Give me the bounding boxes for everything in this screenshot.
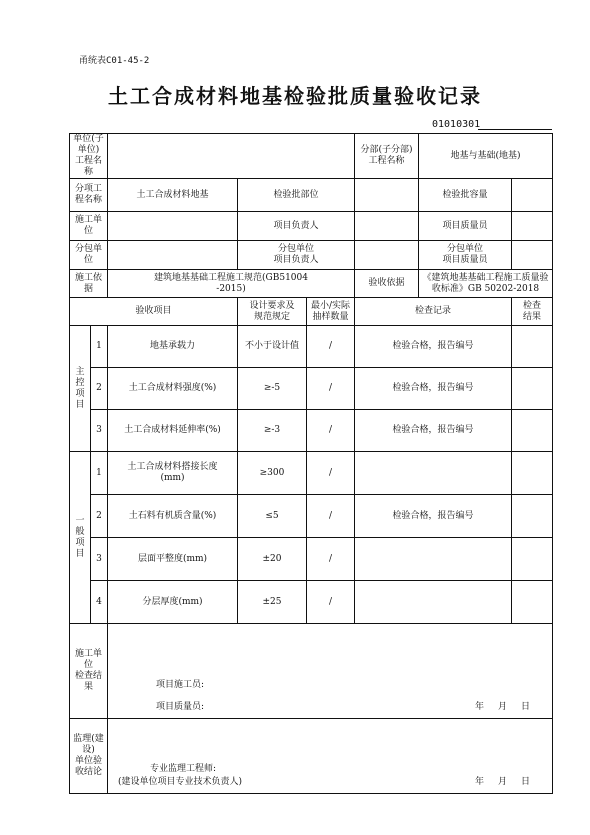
batch-capacity-label: 检验批容量 bbox=[419, 179, 512, 212]
batch-capacity-value[interactable] bbox=[512, 179, 553, 212]
row-requirement: ≥-5 bbox=[238, 368, 307, 410]
row-name: 土工合成材料强度(%) bbox=[108, 368, 238, 410]
quality-officer-label: 项目质量员 bbox=[419, 212, 512, 241]
table-row bbox=[70, 495, 553, 538]
row-sample[interactable]: / bbox=[307, 410, 355, 452]
engineer-note: (建设单位项目专业技术负责人) bbox=[118, 777, 243, 787]
row-sample[interactable]: / bbox=[307, 452, 355, 495]
builder-line bbox=[108, 674, 552, 696]
row-sample[interactable]: / bbox=[307, 495, 355, 538]
row-result[interactable] bbox=[512, 495, 553, 538]
inspection-table bbox=[69, 133, 553, 794]
supervisor-check-label: 监理(建设) 单位验收结论 bbox=[70, 719, 108, 794]
row-no: 2 bbox=[91, 368, 108, 410]
subcontractor-label: 分包单位 bbox=[70, 241, 108, 270]
row-name: 土工合成材料延伸率(%) bbox=[108, 410, 238, 452]
row-name: 地基承载力 bbox=[108, 326, 238, 368]
row-requirement: ≥300 bbox=[238, 452, 307, 495]
row-result[interactable] bbox=[512, 452, 553, 495]
contractor-value[interactable] bbox=[108, 212, 238, 241]
row-no: 3 bbox=[91, 538, 108, 581]
row-requirement: ±25 bbox=[238, 581, 307, 624]
code-underline bbox=[478, 129, 552, 130]
quality-officer-value[interactable] bbox=[512, 212, 553, 241]
page-title: 土工合成材料地基检验批质量验收记录 bbox=[108, 84, 482, 108]
row-sample[interactable]: / bbox=[307, 368, 355, 410]
row-record[interactable]: 检验合格，报告编号 bbox=[355, 326, 512, 368]
col-requirement: 设计要求及 规范规定 bbox=[238, 298, 307, 326]
supervisor-date: 年 月 日 bbox=[474, 777, 531, 787]
project-manager-value[interactable] bbox=[355, 212, 419, 241]
col-record: 检查记录 bbox=[355, 298, 512, 326]
row-result[interactable] bbox=[512, 410, 553, 452]
unit-value[interactable] bbox=[108, 134, 355, 179]
sub-quality-label: 分包单位 项目质量员 bbox=[419, 241, 512, 270]
col-sample: 最小/实际 抽样数量 bbox=[307, 298, 355, 326]
row-record[interactable]: 检验合格，报告编号 bbox=[355, 495, 512, 538]
row-result[interactable] bbox=[512, 581, 553, 624]
row-sample[interactable]: / bbox=[307, 581, 355, 624]
row-result[interactable] bbox=[512, 538, 553, 581]
acceptance-basis-value: 《建筑地基基础工程施工质量验 收标准》GB 50202-2018 bbox=[419, 270, 553, 298]
row-record[interactable]: 检验合格，报告编号 bbox=[355, 368, 512, 410]
row-name: 层面平整度(mm) bbox=[108, 538, 238, 581]
acceptance-basis-label: 验收依据 bbox=[355, 270, 419, 298]
project-manager-label: 项目负责人 bbox=[238, 212, 355, 241]
builder-label: 项目施工员: bbox=[156, 679, 205, 690]
row-requirement: 不小于设计值 bbox=[238, 326, 307, 368]
sub-manager-label: 分包单位 项目负责人 bbox=[238, 241, 355, 270]
row-requirement: ≥-3 bbox=[238, 410, 307, 452]
engineer-line bbox=[108, 763, 552, 776]
sub-manager-value[interactable] bbox=[355, 241, 419, 270]
batch-location-label: 检验批部位 bbox=[238, 179, 355, 212]
row-no: 1 bbox=[91, 326, 108, 368]
batch-location-value[interactable] bbox=[355, 179, 419, 212]
part-value[interactable]: 地基与基础(地基) bbox=[419, 134, 553, 179]
row-name: 土石料有机质含量(%) bbox=[108, 495, 238, 538]
table-row bbox=[70, 368, 553, 410]
quality-label: 项目质量员: bbox=[156, 701, 205, 712]
general-items-group-label: 一 般 项 目 bbox=[70, 452, 91, 624]
part-label: 分部(子分部) 工程名称 bbox=[355, 134, 419, 179]
subcontractor-value[interactable] bbox=[108, 241, 238, 270]
col-result: 检查 结果 bbox=[512, 298, 553, 326]
contractor-check-label: 施工单位 检查结果 bbox=[70, 624, 108, 719]
contractor-check-area[interactable] bbox=[108, 624, 553, 719]
form-code: 甬统表C01-45-2 bbox=[79, 56, 150, 66]
supervisor-check-area[interactable] bbox=[108, 719, 553, 794]
basis-value: 建筑地基基础工程施工规范(GB51004 -2015) bbox=[108, 270, 355, 298]
contractor-date: 年 月 日 bbox=[474, 701, 531, 712]
row-no: 2 bbox=[91, 495, 108, 538]
row-record[interactable]: 检验合格，报告编号 bbox=[355, 410, 512, 452]
contractor-label: 施工单位 bbox=[70, 212, 108, 241]
code-number: 01010301 bbox=[432, 119, 481, 130]
row-no: 3 bbox=[91, 410, 108, 452]
row-name: 分层厚度(mm) bbox=[108, 581, 238, 624]
row-sample[interactable]: / bbox=[307, 538, 355, 581]
table-row bbox=[70, 326, 553, 368]
row-name: 土工合成材料搭接长度 (mm) bbox=[108, 452, 238, 495]
engineer-label: 专业监理工程师: bbox=[150, 764, 217, 774]
unit-label: 单位(子单位) 工程名称 bbox=[70, 134, 108, 179]
row-requirement: ≤5 bbox=[238, 495, 307, 538]
row-record[interactable] bbox=[355, 452, 512, 495]
basis-label: 施工依据 bbox=[70, 270, 108, 298]
row-result[interactable] bbox=[512, 368, 553, 410]
row-record[interactable] bbox=[355, 538, 512, 581]
row-record[interactable] bbox=[355, 581, 512, 624]
table-row bbox=[70, 452, 553, 495]
col-item: 验收项目 bbox=[70, 298, 238, 326]
subitem-value[interactable]: 土工合成材料地基 bbox=[108, 179, 238, 212]
main-items-group-label: 主 控 项 目 bbox=[70, 326, 91, 452]
engineer-note-line bbox=[108, 776, 552, 793]
row-no: 4 bbox=[91, 581, 108, 624]
table-row bbox=[70, 538, 553, 581]
table-row bbox=[70, 410, 553, 452]
table-row bbox=[70, 581, 553, 624]
row-no: 1 bbox=[91, 452, 108, 495]
row-result[interactable] bbox=[512, 326, 553, 368]
row-requirement: ±20 bbox=[238, 538, 307, 581]
quality-line bbox=[108, 696, 552, 718]
subitem-label: 分项工程名称 bbox=[70, 179, 108, 212]
sub-quality-value[interactable] bbox=[512, 241, 553, 270]
row-sample[interactable]: / bbox=[307, 326, 355, 368]
